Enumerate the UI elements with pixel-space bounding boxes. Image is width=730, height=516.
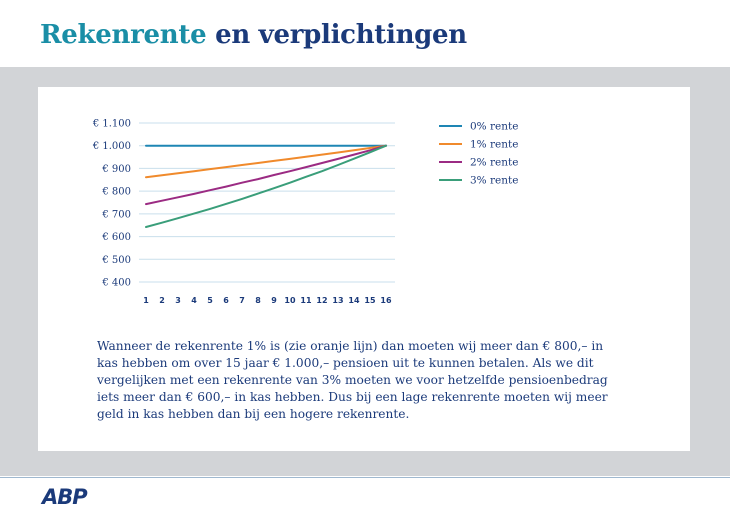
y-tick-label: € 700 — [102, 209, 131, 221]
x-tick-label: 13 — [332, 296, 344, 305]
y-tick-label: € 500 — [102, 254, 131, 266]
x-tick-label: 1 — [143, 296, 149, 305]
x-tick-label: 4 — [191, 296, 197, 305]
x-tick-label: 10 — [284, 296, 296, 305]
x-tick-label: 5 — [207, 296, 213, 305]
series-line — [146, 146, 386, 204]
series-line — [146, 146, 386, 178]
x-tick-label: 3 — [175, 296, 181, 305]
x-tick-label: 9 — [271, 296, 277, 305]
y-tick-label: € 900 — [102, 163, 131, 175]
content-card — [38, 87, 690, 451]
explanation-text: Wanneer de rekenrente 1% is (zie oranje lijn) dan moeten wij meer dan € 800,– in kas hebben om over 15 jaar € 1.000,– pensioen uit te kunnen betalen. Als we dit vergelijken met een rekenrente van 3% moeten we voor hetzelfde pensioenbedrag iets meer dan € 600,– in kas hebben. Dus bij een lage rekenrente moeten wij meer geld in kas hebben dan bij een hogere rekenrente. — [97, 339, 608, 421]
x-tick-label: 12 — [316, 296, 328, 305]
y-tick-label: € 1.100 — [92, 118, 131, 130]
x-tick-label: 16 — [380, 296, 392, 305]
footer-divider — [0, 477, 730, 478]
legend-label: 1% rente — [470, 138, 519, 151]
legend-label: 0% rente — [470, 120, 519, 133]
x-tick-label: 11 — [300, 296, 312, 305]
abp-logo: ABP — [42, 485, 87, 509]
y-tick-label: € 1.000 — [92, 141, 131, 153]
x-tick-label: 6 — [223, 296, 229, 305]
page-title-main: en verplichtingen — [215, 20, 467, 50]
page-title-accent: Rekenrente — [40, 20, 207, 50]
x-tick-label: 14 — [348, 296, 360, 305]
series-line — [146, 146, 386, 227]
y-tick-label: € 400 — [102, 277, 131, 289]
legend-label: 2% rente — [470, 156, 519, 169]
x-tick-label: 2 — [159, 296, 165, 305]
x-tick-label: 15 — [364, 296, 376, 305]
page-title — [40, 20, 467, 50]
x-tick-label: 8 — [255, 296, 261, 305]
line-chart — [38, 87, 690, 327]
x-tick-label: 7 — [239, 296, 245, 305]
y-tick-label: € 600 — [102, 232, 131, 244]
y-tick-label: € 800 — [102, 186, 131, 198]
legend-label: 3% rente — [470, 174, 519, 187]
